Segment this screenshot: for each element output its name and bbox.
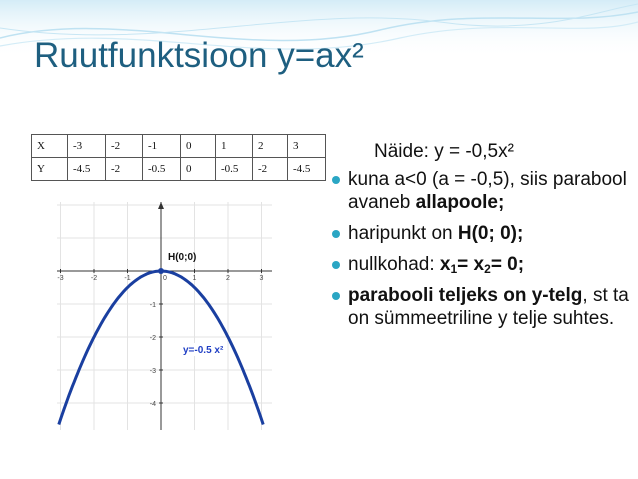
y-tick-label: -2	[149, 335, 156, 342]
table-cell: -1	[143, 135, 181, 158]
formula-var: = x	[457, 254, 485, 275]
table-header-y: Y	[32, 158, 68, 181]
table-cell: -3	[68, 135, 106, 158]
y-tick-label: -1	[149, 302, 156, 309]
y-tick-label: -4	[149, 401, 156, 408]
table-cell: 0	[181, 135, 216, 158]
example-heading: Näide: y = -0,5x²	[374, 141, 514, 162]
curve-label: y=-0.5 x²	[183, 345, 224, 356]
bullet-dot-icon	[332, 261, 340, 269]
x-tick-label: -2	[90, 275, 98, 282]
table-cell: -0.5	[143, 158, 181, 181]
x-tick-label: -3	[57, 275, 64, 282]
table-cell: -4.5	[288, 158, 326, 181]
vertex-point	[158, 268, 164, 274]
table-cell: 1	[216, 135, 253, 158]
table-cell: 3	[288, 135, 326, 158]
table-cell: -2	[253, 158, 288, 181]
content-area	[330, 140, 630, 338]
graph-grid	[57, 202, 272, 430]
zeros-formula	[440, 254, 524, 275]
vertex-label: H(0;0)	[168, 252, 197, 263]
bullet-dot-icon	[332, 176, 340, 184]
bullet-dot-icon	[332, 292, 340, 300]
bullet-item-direction	[330, 168, 630, 214]
bullet-text: nullkohad:	[348, 254, 435, 275]
x-tick-label: -1	[124, 275, 131, 282]
table-header-x: X	[32, 135, 68, 158]
formula-var: x	[439, 254, 451, 275]
formula-subscript: 2	[484, 262, 491, 276]
table-cell: -2	[106, 135, 143, 158]
bullet-bold-text: allapoole;	[415, 192, 505, 213]
bullet-text: , st ta on sümmeetriline y telje suhtes.	[348, 285, 629, 329]
bullet-item-zeros	[330, 253, 630, 276]
bullet-text: kuna a<0 (a = -0,5), siis parabool avaneb	[348, 169, 627, 213]
bullet-dot-icon	[332, 230, 340, 238]
y-tick-label: -3	[149, 368, 156, 375]
table-cell: 0	[181, 158, 216, 181]
slide-title: Ruutfunktsioon y=ax²	[34, 36, 364, 75]
x-tick-label: 3	[259, 275, 264, 282]
table-row-x	[32, 135, 326, 158]
bullet-bold-text: parabooli teljeks on y-telg	[348, 285, 583, 306]
x-tick-label: 2	[226, 275, 230, 282]
x-tick-label: 1	[192, 275, 197, 282]
formula-subscript: 1	[450, 262, 458, 276]
table-cell: 2	[253, 135, 288, 158]
x-tick-label: 0	[163, 275, 167, 282]
bullet-text: haripunkt on	[348, 223, 453, 244]
bullet-item-vertex	[330, 222, 630, 245]
table-cell: -0.5	[216, 158, 253, 181]
bullet-item-axis	[330, 284, 630, 330]
table-row-y	[32, 158, 326, 181]
table-cell: -4.5	[68, 158, 106, 181]
formula-end: = 0;	[490, 254, 525, 275]
parabola-graph	[57, 202, 272, 430]
table-cell: -2	[106, 158, 143, 181]
bullet-bold-text: H(0; 0);	[457, 223, 524, 244]
value-table	[31, 134, 326, 181]
